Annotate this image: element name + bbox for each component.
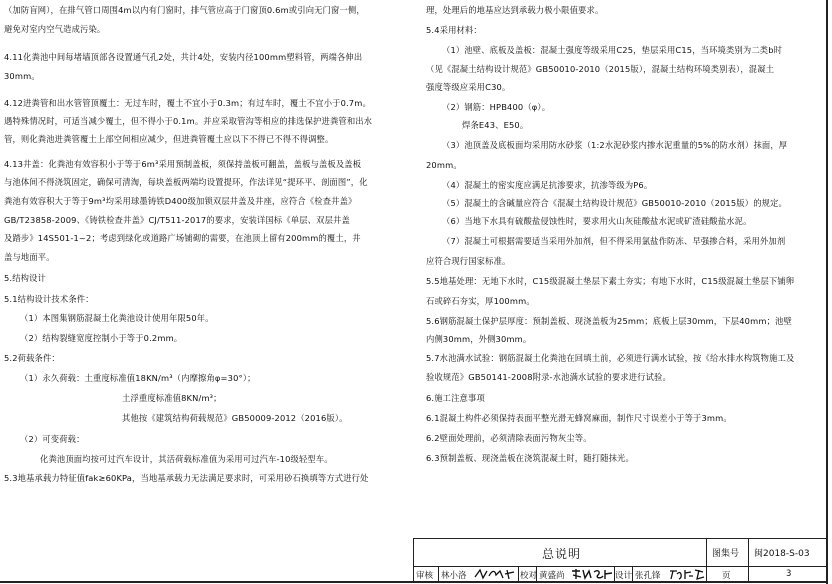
drawing-frame-bottom: [0, 581, 828, 583]
reviewer-signature: [474, 568, 516, 580]
text-line: 盖与地面平。: [4, 252, 55, 262]
reviewer-name: 林小洛: [441, 571, 467, 581]
text-line: 6.2壁面处理前，必须清除表面污物灰尘等。: [426, 433, 592, 443]
text-line: 5.5地基处理：无地下水时，C15级混凝土垫层下素土夯实；有地下水时，C15级混凝土垫层下铺卵: [426, 276, 795, 286]
text-line: 理，处理后的地基应达到承载力极小限值要求。: [426, 5, 604, 15]
text-line: 4.12进粪管和出水管管顶覆土：无过车时，覆土不宜小于0.3m；有过车时，覆土不宜小于0.7m。: [4, 98, 371, 108]
subsection-heading: 5.2荷载条件：: [4, 353, 60, 363]
page-number: 3: [786, 569, 792, 579]
atlas-label: 图集号: [712, 549, 740, 559]
text-line: GB/T23858-2009、《铸铁检查井盖》CJ/T511-2017的要求，安装详国标《单层、双层井盖: [4, 215, 350, 225]
title-block: [413, 538, 826, 581]
page-label: 页: [722, 571, 731, 581]
text-line: 及踏步》14S501-1~2；考虑到绿化或道路广场铺砌的需要，在池顶上留有200mm的覆土，井: [4, 233, 361, 243]
check-label: 校对: [520, 571, 538, 581]
text-line: 6.3预制盖板、现浇盖板在浇筑混凝土时，随打随抹光。: [426, 453, 634, 463]
text-line: 验收规范》GB50141-2008附录-水池满水试验的要求进行试验。: [426, 372, 671, 382]
title-block-divider: [414, 566, 827, 567]
atlas-number: 闽2018-S-03: [754, 549, 810, 559]
checker-signature: [571, 568, 613, 580]
text-line: （2）钢筋：HPB400（φ）。: [442, 102, 551, 112]
text-line: 20mm。: [426, 160, 462, 170]
text-line: （1）永久荷载：土重度标准值18KN/m³（内摩擦角φ=30°）；: [20, 373, 256, 383]
drawing-title: 总说明: [542, 547, 582, 561]
text-line: （2）结构裂缝宽度控制小于等于0.2mm。: [20, 333, 183, 343]
designer-name: 张孔锋: [635, 571, 661, 581]
text-line: （4）混凝土的密实度应满足抗渗要求，抗渗等级为P6。: [442, 180, 653, 190]
text-line: （2）可变荷载：: [20, 434, 85, 444]
subsection-heading: 5.1结构设计技术条件：: [4, 294, 94, 304]
text-line: 5.3地基承载力特征值fak≥60KPa，当地基承载力无法满足要求时，可采用砂石换填等方式进行处: [4, 473, 369, 483]
text-line: 30mm。: [4, 71, 40, 81]
text-line: （1）本图集钢筋混凝土化粪池设计使用年限50年。: [20, 313, 214, 323]
text-line: （3）池顶盖及底板面均采用防水砂浆（1:2水泥砂浆内掺水泥重量的5%的防水剂）抹面，厚: [442, 140, 788, 150]
section-heading: 6.施工注意事项: [426, 393, 485, 403]
text-line: （5）混凝土的含碱量应符合《混凝土结构设计规范》GB50010-2010（2015版）的规定。: [442, 198, 787, 208]
title-block-divider: [748, 539, 749, 582]
subsection-heading: 5.4采用材料：: [426, 25, 482, 35]
text-line: 强度等级应采用C30。: [426, 82, 511, 92]
text-line: 4.11化粪池中间每堵墙顶部各设置通气孔2处，共计4处，安装内径100mm塑料管，两端各伸出: [4, 52, 363, 62]
text-line: 4.13井盖：化粪池有效容积小于等于6m³采用预制盖板，须保持盖板可翻盖，盖板与盖板及盖板: [4, 159, 362, 169]
text-line: 石或碎石夯实，厚100mm。: [426, 296, 535, 306]
text-line: 内侧30mm，外侧30mm。: [426, 334, 532, 344]
title-block-divider: [706, 539, 707, 582]
text-line: （6）当地下水具有硫酸盐侵蚀性时，要求用火山灰硅酸盐水泥或矿渣硅酸盐水泥。: [442, 216, 752, 226]
text-line: （加防盲网），在排气管口周围4m以内有门窗时，排气管应高于门窗顶0.6m或引向无门窗一侧，: [4, 5, 365, 15]
text-line: 土浮重度标准值8KN/m³；: [122, 393, 222, 403]
designer-signature: [669, 568, 705, 580]
text-line: 6.1混凝土构件必须保持表面平整光滑无蜂窝麻面，制作尺寸误差小于等于3mm。: [426, 413, 732, 423]
title-block-divider: [518, 566, 519, 582]
text-line: （见《混凝土结构设计规范》GB50010-2010（2015版），混凝土结构环境类别表），混凝土: [426, 64, 775, 74]
drawing-frame-right: [826, 0, 828, 584]
text-line: 遇特殊情况时，可适当减少覆土，但不得小于0.1m。并应采取管沟等相应的排选保护进粪管和出水: [4, 116, 373, 126]
review-label: 审核: [416, 571, 434, 581]
title-block-divider: [632, 566, 633, 582]
text-line: 管，则化粪池进粪管覆土上部空间相应减少，但进粪管覆土应以下不得已不得不得调整。: [4, 134, 334, 144]
text-line: 焊条E43、E50。: [462, 120, 529, 130]
section-heading: 5.结构设计: [4, 273, 47, 283]
text-line: 化粪池顶面均按可过汽车设计，其活荷载标准值为采用可过汽车-10级轻型车。: [40, 454, 333, 464]
design-label: 设计: [615, 571, 633, 581]
text-line: 避免对室内空气造成污染。: [4, 24, 106, 34]
text-line: 其他按《建筑结构荷载规范》GB50009-2012（2016版）。: [122, 413, 348, 423]
checker-name: 黄盛尚: [539, 571, 565, 581]
title-block-divider: [438, 566, 439, 582]
text-line: （7）混凝土可根据需要适当采用外加剂，但不得采用氯盐作防冻、早强掺合料，采用外加剂: [442, 236, 786, 246]
text-line: 5.6钢筋混凝土保护层厚度：预制盖板、现浇盖板为25mm；底板上层30mm，下层40mm；池壁: [426, 316, 792, 326]
text-line: （1）池壁、底板及盖板：混凝土强度等级采用C25，垫层采用C15，当环境类别为二类b时: [442, 45, 783, 55]
text-line: 应符合现行国家标准。: [426, 256, 511, 266]
text-line: 与池体间不得浇筑固定，确保可清淘，每块盖板两端均设置提环，作法详见“提环平、剖面图”，化: [4, 177, 368, 187]
text-line: 5.7水池满水试验：钢筋混凝土化粪池在回填土前，必须进行满水试验，按《给水排水构筑物施工及: [426, 353, 795, 363]
text-line: 粪池有效容积大于等于9m³均采用球墨铸铁D400级加锁双层井盖及井座，应符合《检查井盖》: [4, 196, 357, 206]
